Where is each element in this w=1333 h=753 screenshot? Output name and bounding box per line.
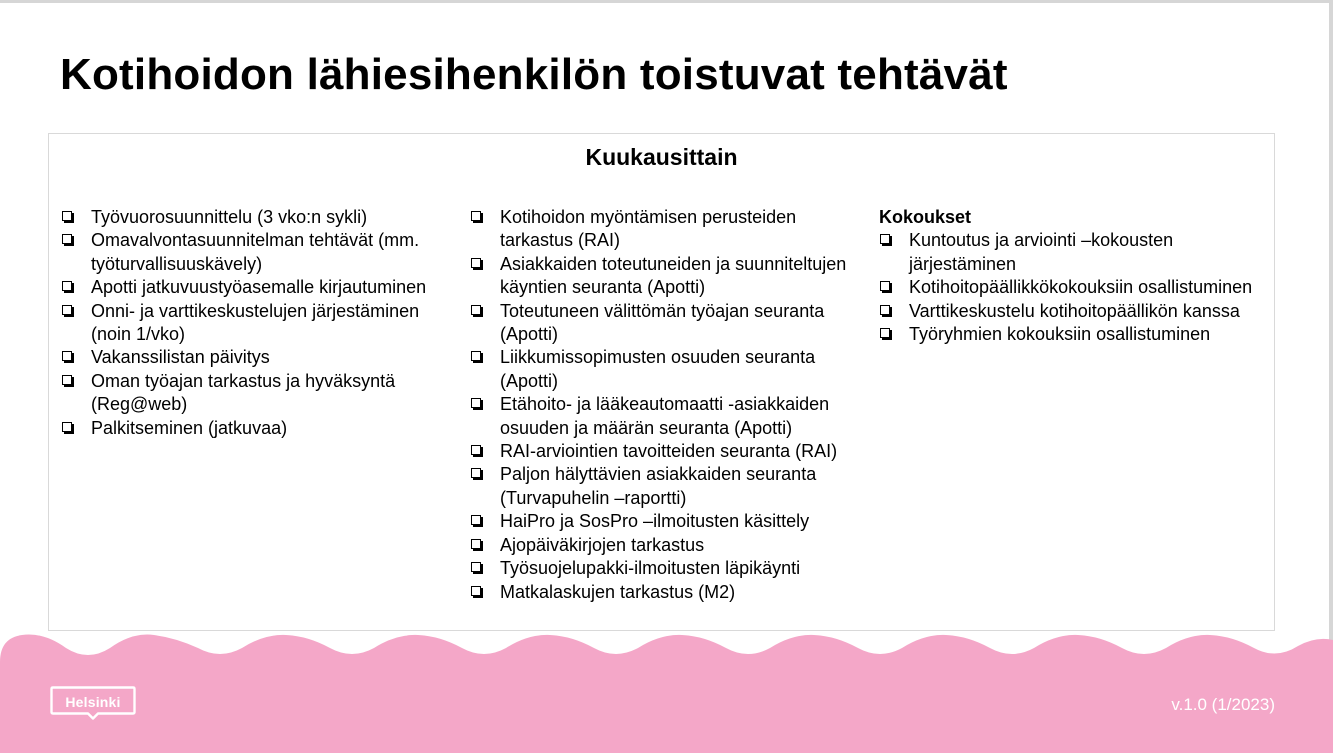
meetings-heading: Kokoukset (879, 207, 972, 227)
task-label: Paljon hälyttävien asiakkaiden seuranta (Turvapuhelin –raportti) (500, 464, 817, 508)
task-label: Varttikeskustelu kotihoitopäällikön kanssa (909, 300, 1240, 321)
task-label: Oman työajan tarkastus ja hyväksyntä (Reg@web) (91, 370, 396, 415)
task-label: Apotti jatkuvuustyöasemalle kirjautuminen (91, 277, 427, 298)
task-label: RAI-arviointien tavoitteiden seuranta (RAI) (500, 441, 838, 462)
task-label: Kuntoutus ja arviointi –kokousten järjestäminen (909, 230, 1174, 274)
task-label: Etähoito- ja lääkeautomaatti -asiakkaiden osuuden ja määrän seuranta (Apotti) (500, 394, 830, 438)
list-item (61, 370, 461, 417)
checkbox-icon (471, 258, 481, 268)
task-label: Asiakkaiden toteutuneiden ja suunniteltujen käyntien seuranta (Apotti) (500, 253, 847, 298)
version-label: v.1.0 (1/2023) (1171, 695, 1275, 714)
footer-wave (0, 630, 1333, 753)
checkbox-icon (471, 305, 481, 315)
task-label: Liikkumissopimusten osuuden seuranta (Apotti) (500, 347, 816, 391)
task-label: Palkitseminen (jatkuvaa) (91, 417, 288, 438)
list-item (879, 276, 1274, 299)
list-item (879, 300, 1274, 323)
checkbox-icon (62, 281, 72, 291)
list-item (61, 229, 461, 276)
checkbox-icon (62, 422, 72, 432)
list-item (470, 440, 865, 463)
column-2 (470, 206, 865, 604)
checkbox-icon (880, 281, 890, 291)
checkbox-icon (62, 211, 72, 221)
task-label: HaiPro ja SosPro –ilmoitusten käsittely (500, 511, 810, 532)
checkbox-icon (62, 305, 72, 315)
task-label: Työsuojelupakki-ilmoitusten läpikäynti (500, 558, 801, 579)
checkbox-icon (471, 211, 481, 221)
task-list-2 (470, 206, 865, 604)
list-item (470, 557, 865, 580)
task-label: Työvuorosuunnittelu (3 vko:n sykli) (91, 207, 368, 227)
list-item (470, 581, 865, 604)
column-3 (879, 206, 1274, 346)
content-box (48, 133, 1275, 631)
page-title: Kotihoidon lähiesihenkilön toistuvat tehtävät (60, 50, 1008, 99)
checkbox-icon (62, 234, 72, 244)
list-item (61, 417, 461, 440)
list-item (470, 393, 865, 440)
list-item (470, 206, 865, 253)
checkbox-icon (880, 328, 890, 338)
list-item (470, 253, 865, 300)
checkbox-icon (880, 234, 890, 244)
checkbox-icon (471, 445, 481, 455)
task-label: Työryhmien kokouksiin osallistuminen (909, 324, 1211, 345)
checkbox-icon (471, 539, 481, 549)
task-label: Onni- ja varttikeskustelujen järjestäminen (noin 1/vko) (91, 300, 420, 345)
list-item (61, 300, 461, 347)
list-item (61, 346, 461, 369)
checkbox-icon (471, 351, 481, 361)
list-item (879, 229, 1274, 276)
checkbox-icon (471, 586, 481, 596)
task-label: Kotihoitopäällikkökokouksiin osallistuminen (909, 277, 1253, 298)
list-item (470, 534, 865, 557)
checkbox-icon (471, 515, 481, 525)
task-list-3 (879, 229, 1274, 346)
list-item (470, 346, 865, 393)
logo-text: Helsinki (65, 694, 121, 710)
section-heading: Kuukausittain (585, 144, 738, 170)
list-item (879, 323, 1274, 346)
task-label: Omavalvontasuunnitelman tehtävät (mm. työturvallisuuskävely) (91, 230, 420, 274)
task-label: Kotihoidon myöntämisen perusteiden tarkastus (RAI) (500, 207, 797, 251)
checkbox-icon (471, 398, 481, 408)
checkbox-icon (471, 468, 481, 478)
list-item (470, 463, 865, 510)
task-label: Toteutuneen välittömän työajan seuranta (Apotti) (500, 300, 825, 345)
list-item (61, 276, 461, 299)
checkbox-icon (471, 562, 481, 572)
task-list-1 (61, 206, 461, 440)
list-item (470, 300, 865, 347)
checkbox-icon (880, 305, 890, 315)
task-label: Vakanssilistan päivitys (91, 347, 270, 368)
list-item (61, 206, 461, 229)
task-label: Matkalaskujen tarkastus (M2) (500, 581, 736, 602)
task-label: Ajopäiväkirjojen tarkastus (500, 534, 705, 555)
checkbox-icon (62, 351, 72, 361)
list-item (470, 510, 865, 533)
checkbox-icon (62, 375, 72, 385)
column-1 (61, 206, 461, 440)
